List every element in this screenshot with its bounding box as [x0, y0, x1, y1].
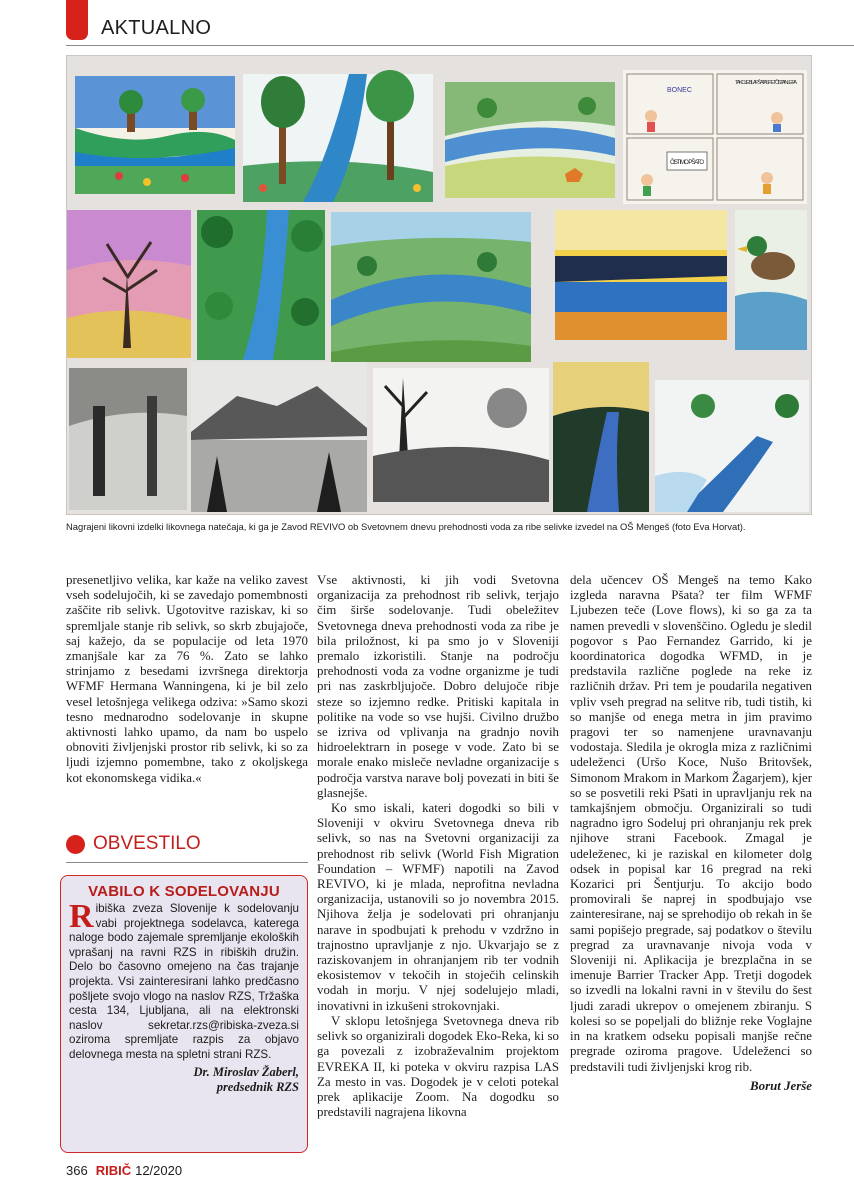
page-footer: [66, 1163, 182, 1178]
artwork-text-sign: ČISTIMO PŠATO: [670, 160, 704, 166]
notice-heading: [66, 832, 308, 858]
drawing-ink-trees: [69, 368, 187, 510]
drawing-night-river: [553, 362, 649, 512]
page-number: 366: [66, 1163, 88, 1178]
notice-rule: [66, 862, 308, 863]
drawing-pink-tree: [67, 210, 191, 358]
signature-name: Dr. Miroslav Žaberl,: [193, 1064, 299, 1079]
issue-number: 12/2020: [135, 1163, 183, 1178]
drawing-sunset-sea: [555, 210, 727, 340]
article-column-3: [570, 573, 812, 1094]
article-column-2: [317, 573, 559, 1120]
drawing-duck: [735, 210, 807, 350]
article-column-1: [66, 573, 308, 786]
drawing-ink-mountain: [191, 362, 367, 512]
drawing-river-fox: [445, 82, 615, 198]
article-author: Borut Jerše: [750, 1078, 812, 1093]
artwork-text-pledge: TAKO JE BILA PŠATA SPET ČISTA IN LEPA: [735, 80, 797, 86]
magazine-name: RIBIČ: [95, 1163, 132, 1178]
header-rule: [66, 45, 854, 46]
notice-label: OBVESTILO: [93, 833, 201, 854]
page-header: [0, 0, 854, 48]
paragraph: Ko smo iskali, kateri dogodki so bili v Sloveniji v okviru Svetovnega dneva rib selivk, so nas na Svetovni organizaciji za prehodnost rib selivk (World Fish Migration Foundation – WFMF) napotili na Zavod REVIVO, ki je mlada, neprofitna nevladna organizacija, ustanovili so jo novembra 2015. Njihova želja je sodelovati pri ohranjanju narave in spodbujati k prehodu v vzdržno in trajnostno upravljanje z njo. Ukvarjajo se z raziskovanjem in ohranjanjem rib ter vodnih ekosistemov v tekočih in stoječih celinskih vodah in morju. V njej sodelujejo mladi, inovativni in izkušeni strokovnjaki.: [317, 801, 559, 1013]
invitation-title: VABILO K SODELOVANJU: [88, 883, 280, 900]
invitation-signature: [69, 1065, 299, 1095]
drawing-tall-trees: [243, 70, 433, 202]
artwork-collage-photo: [66, 55, 812, 515]
drawing-forest-river: [75, 76, 235, 194]
section-title: AKTUALNO: [101, 17, 212, 39]
paragraph: V sklopu letošnjega Svetovnega dneva rib selivk so organizirali dogodek Eko-Reka, ki so ga povezali z izobraževalnim projektom EVREKA II, ki poteka v okviru razpisa LAS Za mesto in vas. Dogodek je v celoti potekal prek aplikacije Zoom. Na dogodku so predstavili nagrajena likovna: [317, 1013, 559, 1120]
drawing-comic-strip: [623, 70, 807, 204]
section-tab-marker: [66, 0, 88, 40]
artwork-text-bonec: BONEC: [667, 87, 692, 94]
notice-dot-icon: [66, 835, 85, 854]
paragraph: dela učencev OŠ Mengeš na temo Kako izgleda naravna Pšata? ter film WFMF Ljubezen teče (Love flows), ki so ga za ta namen prevedli v slovenščino. Ogledu je sledil pogovor s Pao Fernandez Garrido, ki je koordinatorica dogodka WFMD, in je predstavila različne poglede na reke iz različnih držav. Pri tem je poudarila negativen vpliv vseh pregrad na selitve rib, tudi tistih, ki so manjše od enega metra in jim pravimo pragovi ter so namenjene uravnavanju vodostaja. Sledila je okrogla miza z različnimi udeleženci (Uršo Koce, Nušo Britovšek, Simonom Mrakom in Markom Žagarjem), kjer so se posvetili reki Pšati in upravljanju rek na tamkajšnjem območju. Organizirali so tudi nagradno igro Sodeluj pri ohranjanju rek prek njihove strani Facebook. Zmagal je udeleženec, ki je raziskal en kilometer dolg odsek in popisal kar 16 pregrad na reki Kozarici pri Šentjurju. To akcijo bodo promovirali še naprej in spodbujajo vse zainteresirane, naj se sprehodijo ob rekah in še sami popišejo pregrade, saj podatkov o številu pregrad za uravnavanje nivoja voda v Sloveniji ni. Aplikacija je brezplačna in se imenuje Barrier Tracker App. Tretji dogodek so izvedli na lokalni ravni in v številu do šest ljudi zaradi ukrepov o omejenem zbiranju. S kolesi so se popeljali do bližnje reke Voglajne in na kratkem odseku popisali manjše rečne pregrade oziroma pragove. Udeleženci so predstavili tudi življenjski krog rib.: [570, 573, 813, 1074]
invitation-box: [60, 875, 308, 1153]
photo-caption: Nagrajeni likovni izdelki likovnega natečaja, ki ga je Zavod REVIVO ob Svetovnem dnevu prehodnosti voda za ribe selivke izvedel na OŠ Mengeš (foto Eva Horvat).: [66, 521, 746, 532]
drawing-river-valley: [331, 212, 531, 362]
signature-role: predsednik RZS: [216, 1079, 299, 1094]
invitation-text: ibiška zveza Slovenije k sodelovanju vabi projektnega sodelavca, katerega naloge bodo zajemale spremljanje ekoloških vprašanj na ravni RZS in ribiških družin. Delo bo časovno omejeno na čas trajanje projekta. Vsi zainteresirani lahko predčasno pošljete svojo vlogo na naslov RZS, Tržaška cesta 134, Ljubljana, ali na elektronski naslov sekretar.rzs@ribiska-zveza.si oziroma spremljate razpis za objavo delovnega mesta na spletni strani RZS.: [69, 902, 299, 1061]
drawing-ink-forest: [373, 368, 549, 502]
drawing-green-forest-river: [197, 210, 325, 360]
paragraph: presenetljivo velika, kar kaže na veliko zavest vseh sodelujočih, ki se zavedajo pomembnosti zaščite rib selivk. Ugotovitve raziskav, ki so spremljale stanje rib selivk, so skrb zbujajoče, saj kažejo, da se populacije od leta 1970 zmanjšale kar za 76 %. Zato se lahko strinjamo z besedami izvršnega direktorja WFMF Hermana Wanningena, ki je bil zelo vesel letošnjega velikega odziva: »Samo skozi tesno mednarodno sodelovanje in skupne aktivnosti lahko upamo, da nam bo uspelo obnoviti življenjski prostor rib selivk, ki so za ljudi izjemno pomembne, tako z okoljskega kot ekonomskega vidika.«: [66, 573, 308, 785]
drop-cap: R: [69, 898, 94, 935]
paragraph: Vse aktivnosti, ki jih vodi Svetovna organizacija za prehodnost rib selivk, terjajo čim širše sodelovanje. Tudi obeležitev Svetovnega dneva prehodnosti voda za ribe je bila priložnost, ki pa smo jo v Sloveniji premalo izkoristili. Stanje na področju prehodnosti voda za vodne organizme je tudi pri nas zaskrbljujoče. Dobro delujoče ribje steze so izjemno redke. Pritiski kapitala in politike na vode so vse hujši. Civilno družbo se izriva od vplivanja na gradnjo novih hidroelektrarn in posege v vode. Zato bi se morale enako misleče nevladne organizacije s področja varstva narave bolj povezati in biti še glasnejše.: [317, 573, 559, 800]
drawing-blue-stream: [655, 380, 809, 512]
invitation-body: [69, 898, 299, 1063]
